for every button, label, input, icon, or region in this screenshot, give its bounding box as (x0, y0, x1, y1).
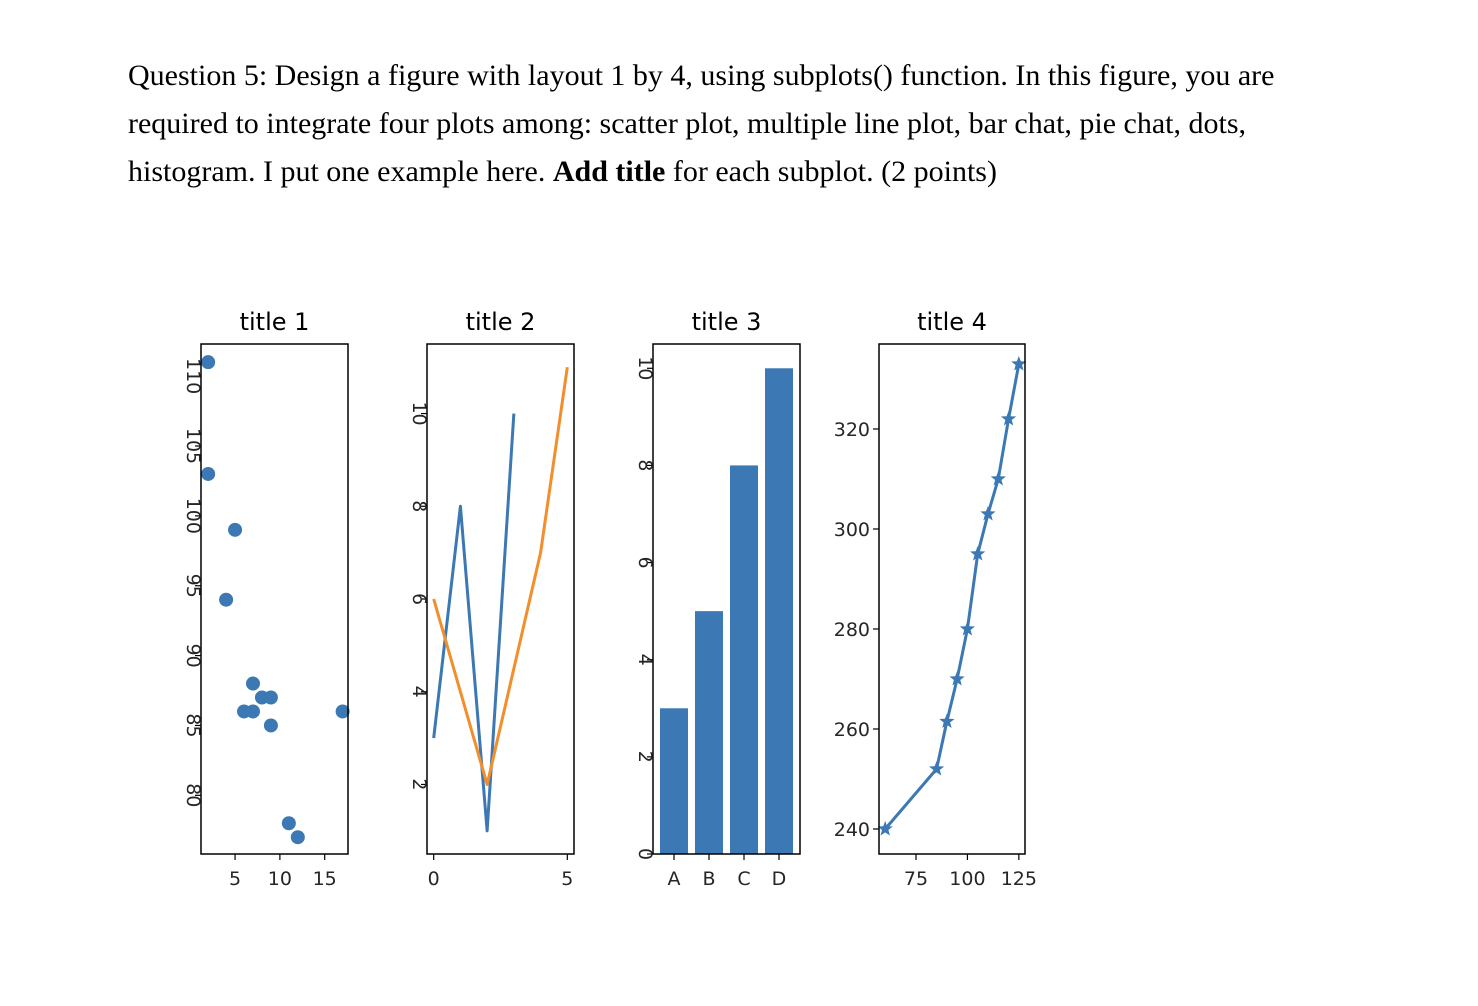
y-tick-label-1: 80 (182, 783, 204, 808)
x-tick-label-3: D (771, 868, 787, 890)
y-tick-label-1: 85 (182, 713, 204, 738)
x-tick-label-2: 5 (561, 868, 574, 890)
y-tick-label-4: 280 (833, 619, 870, 641)
x-tick-label-1: 10 (267, 868, 292, 890)
x-tick-label-1: 5 (229, 868, 242, 890)
y-tick-label-3: 4 (634, 653, 656, 666)
subplot-title-4: title 4 (917, 308, 987, 336)
y-tick-label-1: 95 (182, 573, 204, 598)
y-tick-label-1: 105 (182, 427, 204, 465)
y-tick-label-4: 240 (833, 819, 870, 841)
scatter-point (201, 467, 215, 481)
axes-frame-4 (879, 344, 1025, 854)
line-series-1 (434, 414, 514, 831)
subplot-title-2: title 2 (465, 308, 536, 336)
y-tick-label-3: 10 (634, 356, 656, 381)
scatter-point (219, 593, 233, 607)
y-tick-label-2: 8 (408, 500, 430, 513)
bar-B (695, 611, 723, 854)
x-tick-label-1: 15 (312, 868, 337, 890)
y-tick-label-3: 8 (634, 459, 656, 472)
y-tick-label-3: 2 (634, 750, 656, 763)
y-tick-label-1: 110 (182, 358, 204, 395)
x-tick-label-3: A (667, 868, 681, 890)
question-part2: for each subplot. (2 points) (665, 155, 997, 188)
subplot-title-1: title 1 (239, 308, 310, 336)
x-tick-label-4: 100 (949, 868, 986, 890)
question-bold: Add title (552, 155, 666, 188)
y-tick-label-2: 6 (408, 592, 430, 606)
x-tick-label-3: C (737, 868, 751, 890)
y-tick-label-1: 100 (182, 497, 204, 534)
scatter-point (246, 704, 260, 718)
question-part1: Question 5: Design a figure with layout 1 by 4, using subplots() function. In this figure, you are required to integrate four plots among: scatter plot, multiple line plot, bar chat, pie chat, dots, histogram. I put one example here. (128, 59, 1275, 188)
scatter-point (282, 816, 296, 830)
y-tick-label-3: 6 (634, 556, 656, 569)
x-tick-label-3: B (702, 868, 716, 890)
y-tick-label-2: 2 (408, 778, 430, 791)
x-tick-label-4: 125 (1000, 868, 1037, 890)
scatter-point (228, 523, 242, 537)
x-tick-label-4: 75 (903, 868, 929, 890)
y-tick-label-4: 320 (833, 419, 870, 441)
bar-C (730, 465, 758, 854)
line-series (885, 364, 1019, 829)
y-tick-label-2: 10 (408, 401, 430, 426)
y-tick-label-2: 4 (408, 685, 430, 698)
y-tick-label-4: 300 (833, 519, 870, 541)
x-tick-label-2: 0 (427, 868, 440, 890)
subplot-title-3: title 3 (691, 308, 762, 336)
y-tick-label-3: 0 (634, 847, 656, 861)
bar-D (765, 368, 793, 854)
y-tick-label-4: 260 (833, 719, 870, 741)
scatter-point (246, 677, 260, 691)
bar-A (660, 708, 688, 854)
scatter-point (264, 718, 278, 732)
y-tick-label-1: 90 (182, 643, 204, 668)
scatter-point (264, 691, 278, 705)
scatter-point (291, 830, 305, 844)
